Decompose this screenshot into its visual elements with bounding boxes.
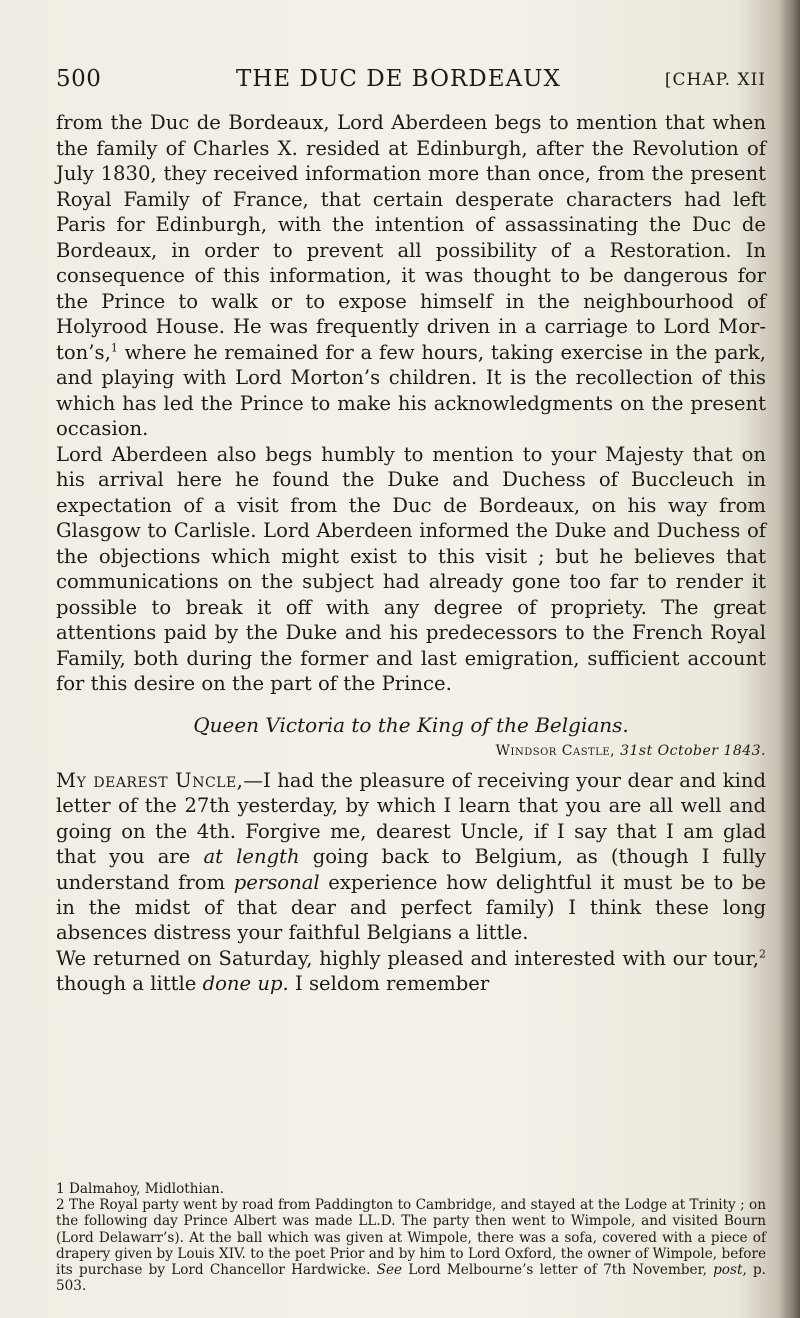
footnote-2-b: Lord Melbourne’s letter of 7th November, (402, 1262, 714, 1279)
paragraph-1-text: from the Duc de Bordeaux, Lord Aberdeen begs to mention that when the family of Charles X. resided at Edinburgh, after the Revolution of July 1830, they received information more than once, from the present Royal Family of France, that certain desperate characters had left Paris for Edinburgh, with the intention of assassinating the Duc de Bordeaux, in order to prevent all possibility of a Restoration. In consequence of this information, it was thought to be dangerous for the Prince to walk or to expose himself in the neighbourhood of Holyrood House. He was frequently driven in a carriage to Lord Mor-ton’s, (56, 111, 766, 364)
paragraph-2: Lord Aberdeen also begs humbly to mention to your Majesty that on his arrival here he found the Duke and Duchess of Buccleuch in expectation of a visit from the Duc de Bordeaux, on his way from Glasgow to Carlisle. Lord Aberdeen informed the Duke and Duchess of the objections which might exist to this visit ; but he believes that communications on the subject had already gone too far to render it possible to break it off with any degree of propriety. The great attentions paid by the Duke and his predecessors to the French Royal Family, both during the former and last emigration, sufficient account for this desire on the part of the Prince. (56, 442, 766, 695)
paragraph-1-text-after: where he remained for a few hours, taking exercise in the park, and playing with Lord Morton’s children. It is the recollection of this which has led the Prince to make his acknowledgments on the present occasion. (56, 340, 766, 440)
footnote-2-c: , p. 503. (56, 1262, 766, 1295)
letter-paragraph-1 (56, 768, 766, 946)
letter-p2-b: though a little (56, 972, 203, 996)
footnotes (56, 1181, 766, 1294)
letter-p1-c: experience how delightful it must be to be in the midst of that dear and perfect family) I think these long absences distress your faithful Belgians a little. (56, 870, 766, 945)
letter-salutation: My dearest Uncle, (56, 769, 244, 792)
letter-body (56, 768, 766, 997)
letter-p2-c: I seldom remember (288, 972, 490, 996)
footnote-mark-1: 1 (110, 340, 118, 354)
running-title: THE DUC DE BORDEAUX (236, 66, 561, 92)
letter-p2-em: done up. (202, 972, 289, 996)
chapter-label: [CHAP. XII (664, 70, 766, 90)
letter-p1-a: —I had the pleasure of receiving your dear and kind letter of the 27th yesterday, by which I learn that you are all well and going on the 4th. Forgive me, dearest Uncle, if I say that I am glad that you are (56, 769, 766, 869)
footnote-1: 1 Dalmahoy, Midlothian. (56, 1181, 225, 1197)
letter-p1-b: going back to Belgium, as (though I fully understand from (56, 845, 766, 894)
paragraph-1 (56, 110, 766, 442)
letter-p1-em2: personal (233, 870, 320, 894)
footnote-2-a: 2 The Royal party went by road from Paddington to Cambridge, and stayed at the Lodge at Trinity ; on the following day Prince Albert was made LL.D. The party then went to Wimpole, and visited Bourn (Lord Delawarr’s). At the ball which was given at Wimpole, there was a sofa, covered with a piece of drapery given by Louis XIV. to the poet Prior and by him to Lord Oxford, the owner of Wimpole, before its purchase by Lord Chancellor Hardwicke. (56, 1197, 766, 1279)
letter-p1-em1: at length (203, 845, 300, 869)
page-header (56, 66, 766, 106)
letter-date: 31st October 1843. (620, 743, 766, 759)
letter-p2-a: We returned on Saturday, highly pleased and interested with our tour, (56, 946, 759, 970)
letter-paragraph-2 (56, 946, 766, 997)
letter-title: Queen Victoria to the King of the Belgians. (193, 713, 629, 737)
footnote-2 (56, 1197, 766, 1294)
page-edge-shadow (778, 0, 800, 1318)
footnote-mark-2: 2 (759, 947, 766, 961)
letter-place: Windsor Castle, (495, 743, 616, 759)
page-number: 500 (56, 66, 102, 92)
footnote-2-see: See (376, 1262, 403, 1279)
footnote-2-post: post (713, 1262, 743, 1279)
letter-dateline (56, 743, 766, 759)
main-text (56, 110, 766, 697)
